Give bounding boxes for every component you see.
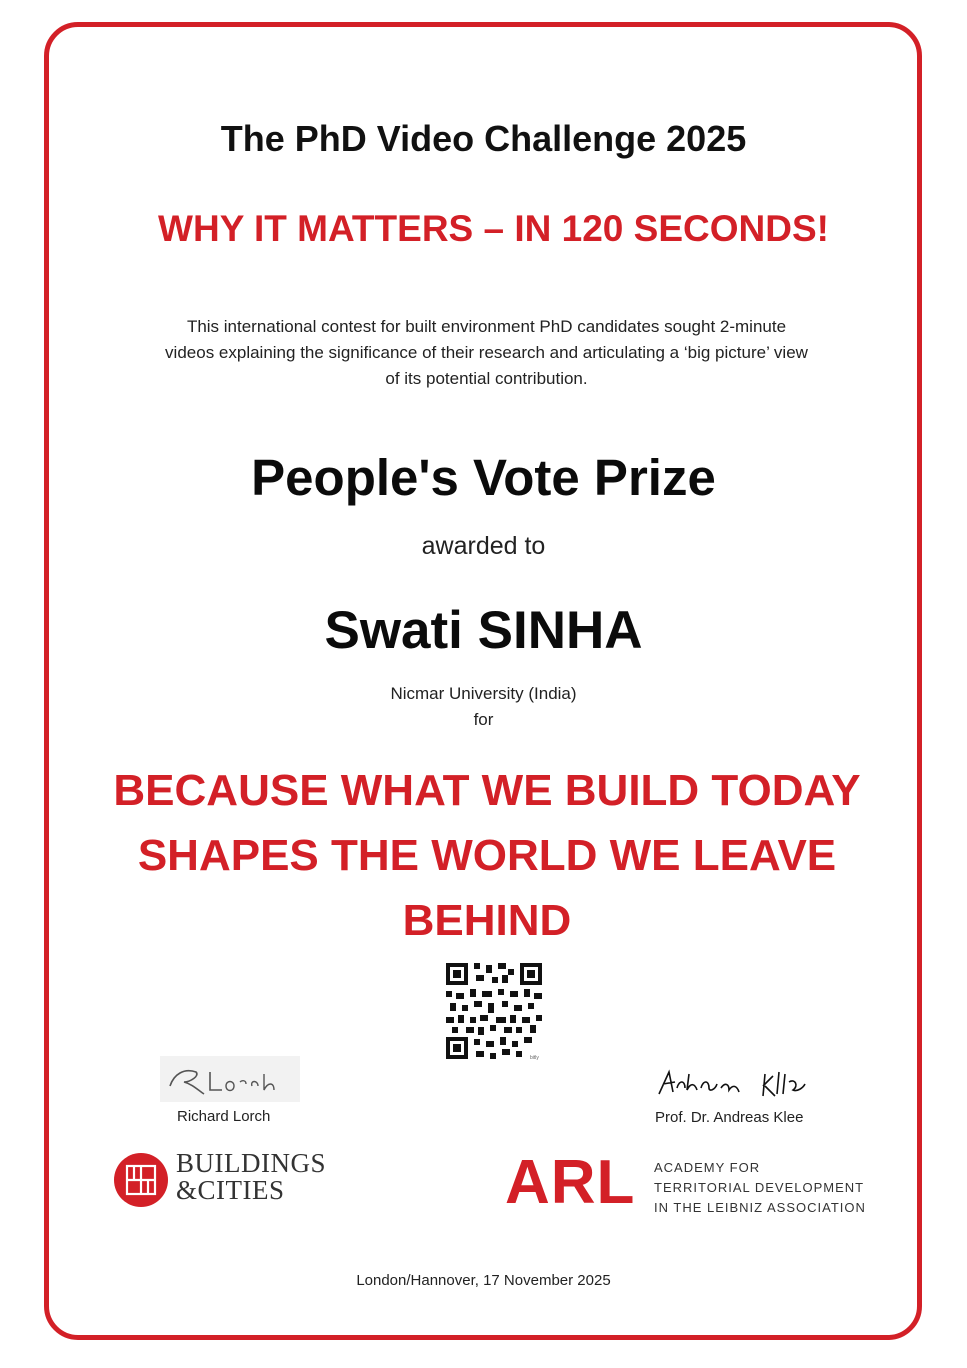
recipient-name: Swati SINHA	[324, 601, 643, 660]
awarded-to-label: awarded to	[421, 532, 546, 560]
arl-description	[654, 1158, 866, 1218]
prize-name: People's Vote Prize	[251, 449, 716, 506]
for-label: for	[473, 710, 494, 729]
place-and-date: London/Hannover, 17 November 2025	[356, 1272, 611, 1289]
description-line: This international contest for built environment PhD candidates sought 2-minute	[186, 317, 787, 336]
signatory-right-name: Prof. Dr. Andreas Klee	[655, 1109, 804, 1126]
signature-klee-icon	[655, 1060, 815, 1104]
video-title-line: BEHIND	[402, 896, 572, 945]
arl-description-line: ACADEMY FOR	[654, 1160, 761, 1175]
description-line: videos explaining the significance of their research and articulating a ‘big picture’ view	[165, 343, 808, 362]
recipient-affiliation: Nicmar University (India)	[390, 684, 577, 703]
certificate-title: The PhD Video Challenge 2025	[220, 118, 747, 159]
arl-description-line: IN THE LEIBNIZ ASSOCIATION	[654, 1200, 866, 1215]
signature-lorch	[160, 1056, 300, 1102]
signature-lorch-icon	[160, 1056, 300, 1102]
qr-caption: bitly	[530, 1055, 539, 1061]
buildings-cities-line: BUILDINGS	[176, 1148, 326, 1178]
video-title-line: SHAPES THE WORLD WE LEAVE	[137, 831, 837, 880]
signatory-left-name: Richard Lorch	[177, 1108, 271, 1125]
qr-code-icon[interactable]	[444, 961, 544, 1061]
video-title	[70, 758, 904, 953]
video-title-line: BECAUSE WHAT WE BUILD TODAY	[113, 766, 861, 815]
arl-logo: ARL	[505, 1148, 636, 1217]
signature-klee	[655, 1060, 815, 1104]
certificate-subtitle: WHY IT MATTERS – IN 120 SECONDS!	[158, 208, 829, 249]
buildings-cities-line: &CITIES	[176, 1175, 285, 1205]
arl-description-line: TERRITORIAL DEVELOPMENT	[654, 1180, 865, 1195]
buildings-cities-logo-icon	[113, 1152, 169, 1208]
recipient-affiliation-block	[0, 681, 967, 733]
buildings-cities-wordmark	[176, 1150, 326, 1204]
description-line: of its potential contribution.	[385, 369, 588, 388]
contest-description	[103, 314, 870, 392]
